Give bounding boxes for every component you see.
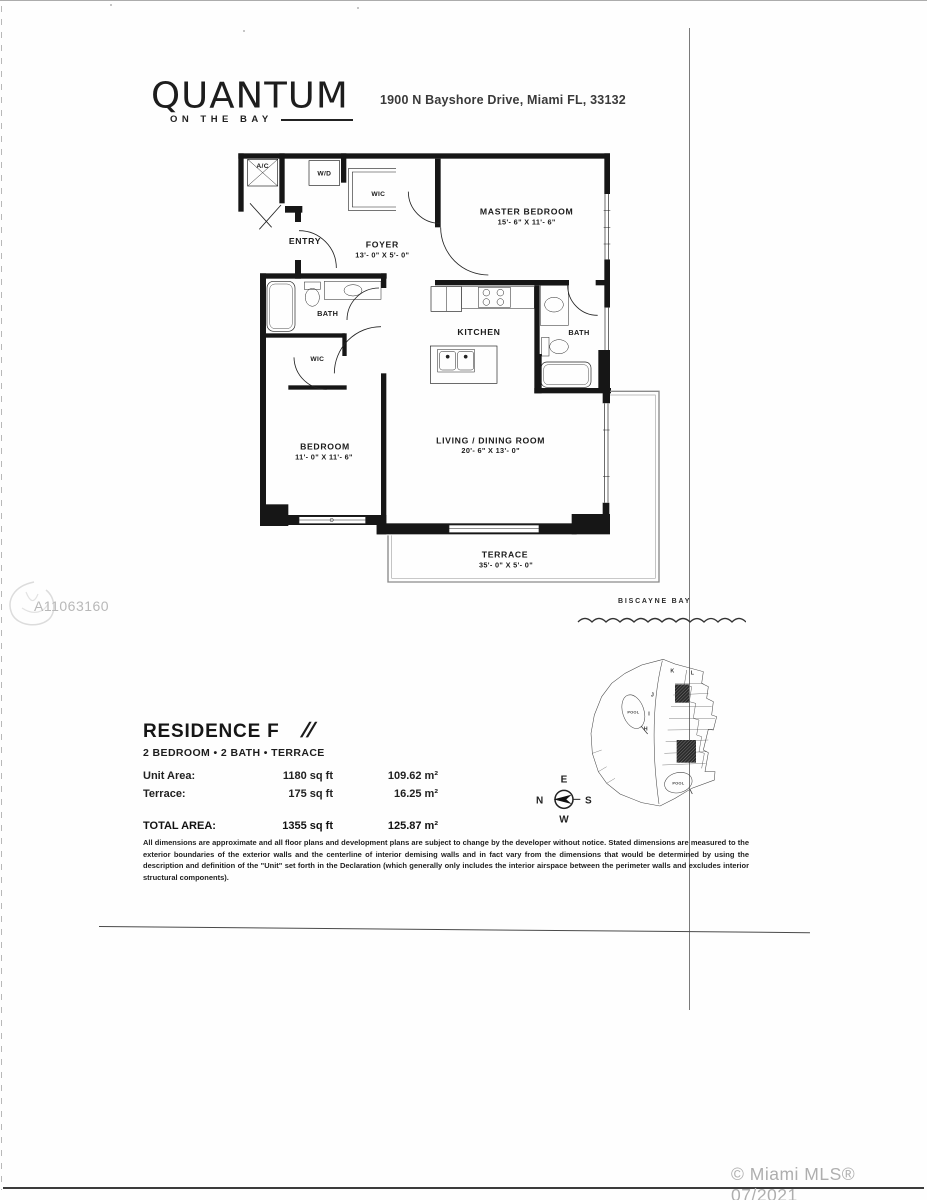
area-row-sqft: 1355 sq ft	[282, 820, 333, 832]
label-living-dims: 20'- 6" X 13'- 0"	[461, 446, 520, 455]
label-wd: W/D	[317, 170, 332, 178]
compass-e: E	[560, 774, 568, 786]
brand-rule	[281, 119, 353, 121]
scan-speck	[357, 7, 359, 9]
table-row-total	[143, 817, 438, 835]
label-ac: A/C	[256, 163, 269, 170]
residence-info-block	[143, 719, 438, 835]
biscayne-bay-label: BISCAYNE BAY	[618, 598, 692, 605]
residence-subtitle: 2 BEDROOM • 2 BATH • TERRACE	[143, 747, 325, 759]
brand-tagline	[170, 114, 353, 125]
mid-horizontal-rule	[99, 926, 810, 933]
label-living: LIVING / DINING ROOM	[436, 435, 546, 446]
site-outline	[591, 659, 717, 806]
bath1-fixtures	[267, 281, 381, 331]
table-row	[143, 767, 438, 785]
mls-copyright: © Miami MLS® 07/2021	[731, 1164, 856, 1200]
compass-rose	[531, 770, 597, 824]
unit-letter: K	[670, 668, 675, 675]
label-master-bedroom: MASTER BEDROOM	[479, 206, 574, 217]
label-terrace-dims: 35'- 0" X 5'- 0"	[478, 560, 534, 570]
label-terrace: TERRACE	[481, 549, 529, 560]
label-entry: ENTRY	[288, 236, 322, 246]
label-bath2: BATH	[568, 328, 590, 337]
unit-letter: H	[643, 726, 648, 733]
property-address: 1900 N Bayshore Drive, Miami FL, 33132	[380, 93, 626, 107]
label-wic2: WIC	[310, 356, 325, 363]
label-master-dims: 15'- 6" X 11'- 6"	[497, 217, 556, 227]
label-kitchen: KITCHEN	[457, 327, 501, 337]
unit-letter: J	[650, 692, 654, 699]
water-wave-line	[576, 613, 746, 627]
area-row-sqft: 1180 sq ft	[282, 770, 333, 782]
brand-tagline-text: ON THE BAY	[170, 114, 273, 125]
compass-w: W	[559, 814, 569, 824]
scan-speck	[110, 4, 112, 6]
area-row-sqm: 109.62 m²	[387, 770, 438, 782]
compass-s: S	[584, 795, 592, 807]
unit-letter: L	[690, 670, 694, 677]
disclaimer-text: All dimensions are approximate and all floor plans and development plans are subject to change by the developer without notice. Stated dimensions are measured to the exterior boundaries of the exterior walls and the centerline of interior demising walls and in fact vary from the dimensions that would be determined by using the description and definition of the "Unit" set forth in the Declaration (which generally only includes the interior airspace between the perimeter walls and excludes interior structural components).	[143, 838, 749, 882]
label-foyer: FOYER	[365, 239, 399, 250]
area-row-label: TOTAL AREA:	[143, 820, 216, 832]
compass-n: N	[536, 795, 544, 807]
unit-letter: I	[648, 711, 650, 718]
watermark-id: A11063160	[34, 598, 110, 614]
area-row-label: Terrace:	[143, 788, 186, 800]
mls-watermark	[4, 578, 144, 630]
page-top-edge-line	[0, 0, 927, 1]
pool-label: POOL	[627, 709, 640, 715]
label-bedroom-dims: 11'- 0" X 11'- 6"	[295, 452, 353, 462]
master-wic-shelves	[349, 168, 396, 210]
table-row	[143, 785, 438, 803]
pool-label: POOL	[672, 780, 685, 786]
page-left-edge-line	[1, 6, 2, 1190]
scan-speck	[243, 30, 245, 32]
brand-logo-text: QUANTUM	[151, 74, 349, 117]
area-row-sqm: 125.87 m²	[387, 820, 438, 832]
label-wic-master: WIC	[371, 191, 386, 198]
label-bedroom: BEDROOM	[300, 441, 350, 452]
residence-title: RESIDENCE F	[143, 721, 280, 742]
label-bath1: BATH	[317, 309, 339, 318]
label-foyer-dims: 13'- 0" X 5'- 0"	[355, 250, 410, 260]
highlighted-units	[675, 684, 696, 762]
floorplan-drawing	[225, 140, 685, 610]
area-row-label: Unit Area:	[143, 770, 196, 782]
residence-title-mark: //	[299, 719, 316, 742]
windows	[299, 194, 610, 533]
area-row-sqft: 175 sq ft	[288, 788, 333, 800]
area-table	[143, 767, 438, 835]
area-row-sqm: 16.25 m²	[393, 788, 438, 800]
